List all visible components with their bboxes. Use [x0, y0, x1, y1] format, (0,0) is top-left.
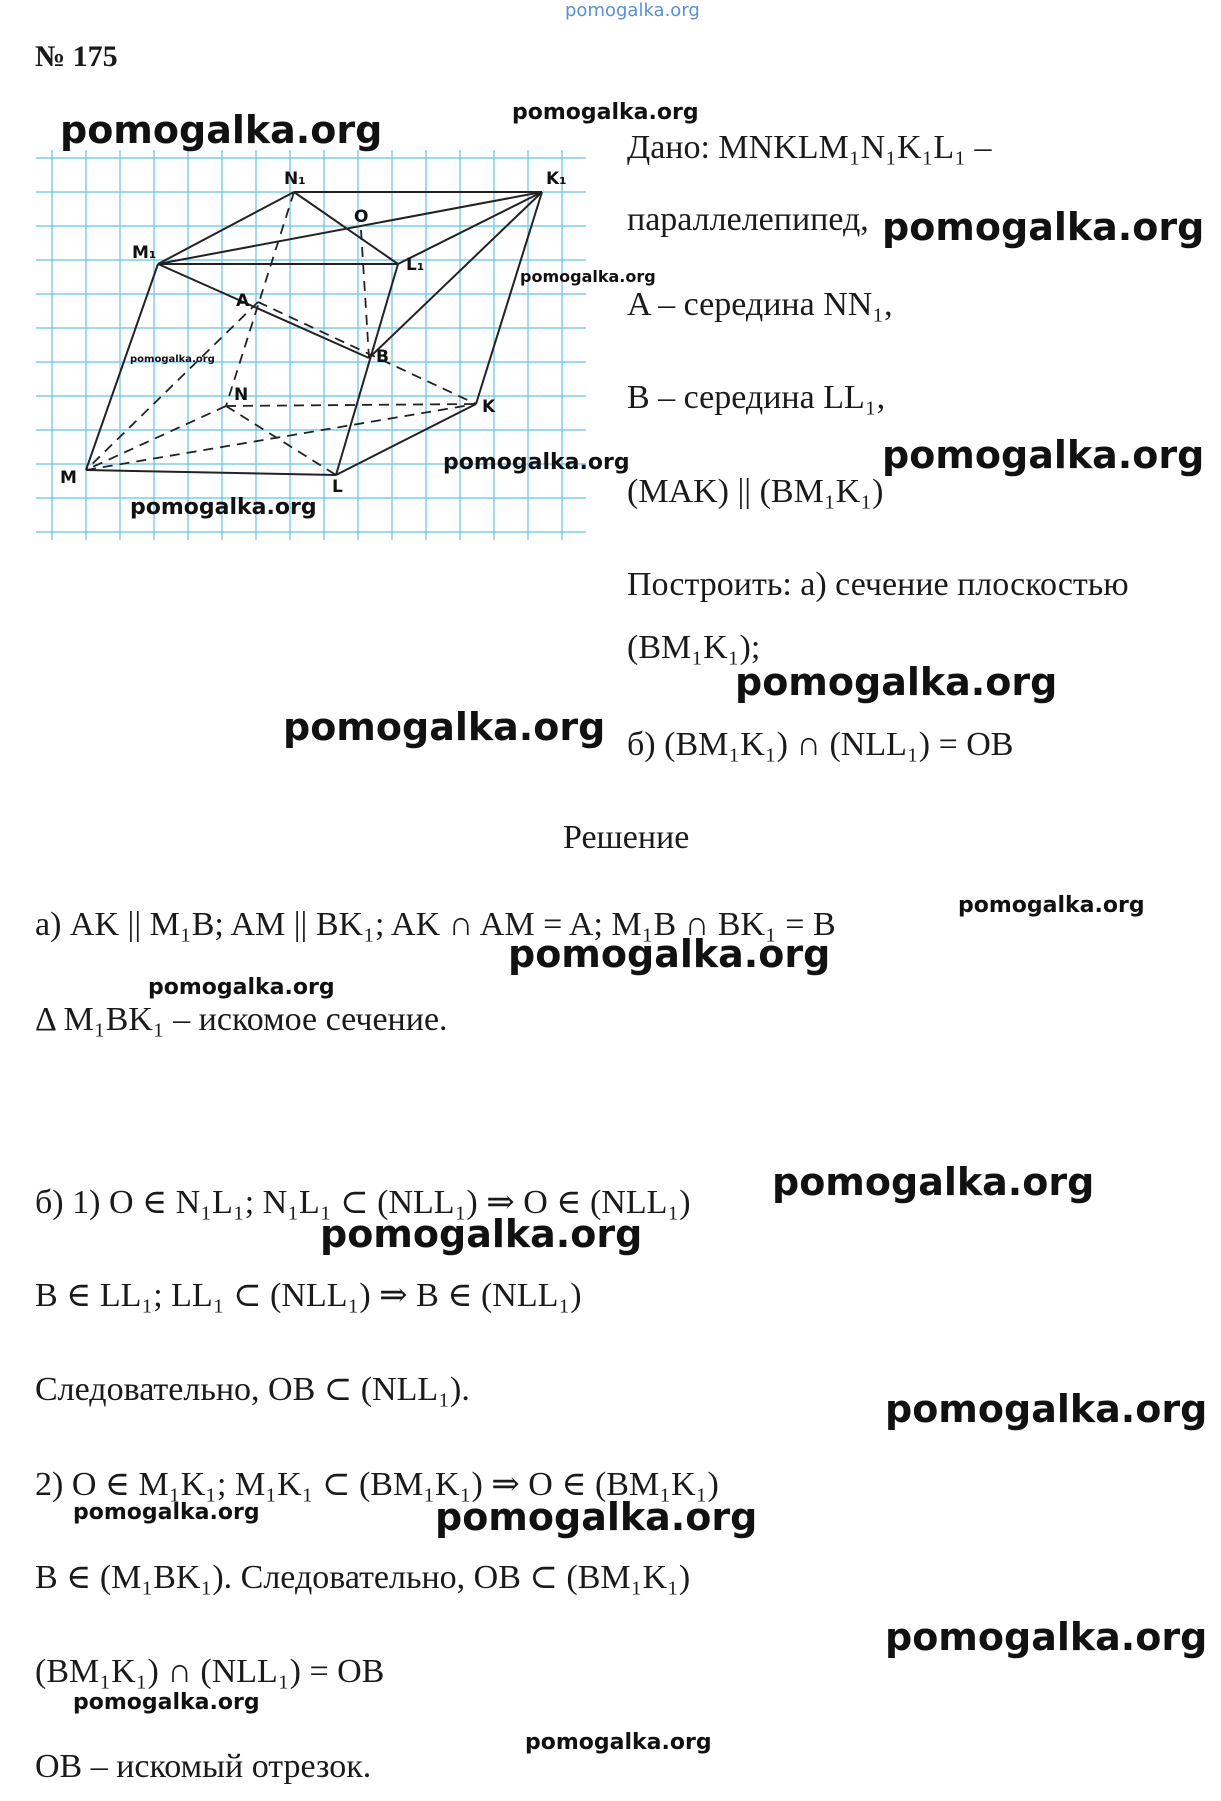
solution-b-line-4: 2) O ∈ M₁K₁; M₁K₁ ⊂ (BM₁K₁) ⇒ O ∈ (BM₁K₁): [35, 1466, 719, 1503]
label-L1: L₁: [406, 255, 425, 275]
solution-b-line-3: Следовательно, OB ⊂ (NLL₁).: [35, 1371, 470, 1408]
given-line-3: A – середина NN₁,: [627, 286, 893, 323]
given-line-6: Построить: а) сечение плоскостью: [627, 566, 1129, 603]
solution-heading: Решение: [563, 819, 690, 856]
watermark: pomogalka.org: [443, 450, 630, 475]
label-M1: M₁: [132, 243, 157, 263]
watermark: pomogalka.org: [60, 108, 383, 152]
grid-lines: [36, 150, 586, 540]
watermark: pomogalka.org: [320, 1212, 643, 1256]
given-line-1: Дано: MNKLM₁N₁K₁L₁ –: [627, 129, 992, 166]
watermark: pomogalka.org: [73, 1500, 260, 1525]
watermark: pomogalka.org: [882, 205, 1205, 249]
top-watermark: pomogalka.org: [565, 0, 700, 21]
watermark: pomogalka.org: [525, 1730, 712, 1755]
problem-number: № 175: [35, 40, 118, 73]
watermark: pomogalka.org: [520, 267, 656, 286]
solution-b-line-6: (BM₁K₁) ∩ (NLL₁) = OB: [35, 1653, 385, 1690]
solution-b-line-2: B ∈ LL₁; LL₁ ⊂ (NLL₁) ⇒ B ∈ (NLL₁): [35, 1277, 582, 1314]
label-A: A: [236, 291, 250, 311]
watermark: pomogalka.org: [73, 1690, 260, 1715]
given-line-7: (BM₁K₁);: [627, 629, 761, 666]
watermark: pomogalka.org: [772, 1160, 1095, 1204]
label-O: O: [354, 207, 369, 227]
label-N: N: [234, 385, 249, 405]
given-line-5: (MAK) || (BM₁K₁): [627, 473, 884, 510]
label-K1: K₁: [546, 169, 567, 189]
solution-b-line-1: б) 1) O ∈ N₁L₁; N₁L₁ ⊂ (NLL₁) ⇒ O ∈ (NLL₁): [35, 1184, 691, 1221]
watermark: pomogalka.org: [283, 705, 606, 749]
solution-b-line-5: B ∈ (M₁BK₁). Следовательно, OB ⊂ (BM₁K₁): [35, 1559, 691, 1596]
label-M: M: [60, 468, 77, 488]
label-L: L: [332, 477, 343, 497]
solution-a-line-2: Δ M₁BK₁ – искомое сечение.: [35, 1001, 448, 1038]
given-line-8: б) (BM₁K₁) ∩ (NLL₁) = OB: [627, 726, 1014, 763]
solution-a-line-1: а) AK || M₁B; AM || BK₁; AK ∩ AM = A; M₁B ∩ BK₁ = B: [35, 906, 836, 943]
watermark: pomogalka.org: [885, 1387, 1208, 1431]
label-K: K: [482, 397, 496, 417]
watermark: pomogalka.org: [512, 100, 699, 125]
watermark: pomogalka.org: [148, 975, 335, 1000]
parallelepiped-figure: [36, 150, 596, 550]
given-line-4: B – середина LL₁,: [627, 379, 886, 416]
label-B: B: [376, 347, 389, 367]
label-N1: N₁: [284, 169, 306, 189]
watermark: pomogalka.org: [130, 495, 317, 520]
watermark: pomogalka.org: [885, 1615, 1208, 1659]
watermark: pomogalka.org: [130, 354, 215, 365]
watermark: pomogalka.org: [882, 433, 1205, 477]
solution-b-line-7: OB – искомый отрезок.: [35, 1748, 372, 1785]
watermark: pomogalka.org: [508, 932, 831, 976]
watermark: pomogalka.org: [735, 660, 1058, 704]
given-line-2: параллелепипед,: [627, 201, 869, 238]
watermark: pomogalka.org: [958, 893, 1145, 918]
watermark: pomogalka.org: [435, 1495, 758, 1539]
